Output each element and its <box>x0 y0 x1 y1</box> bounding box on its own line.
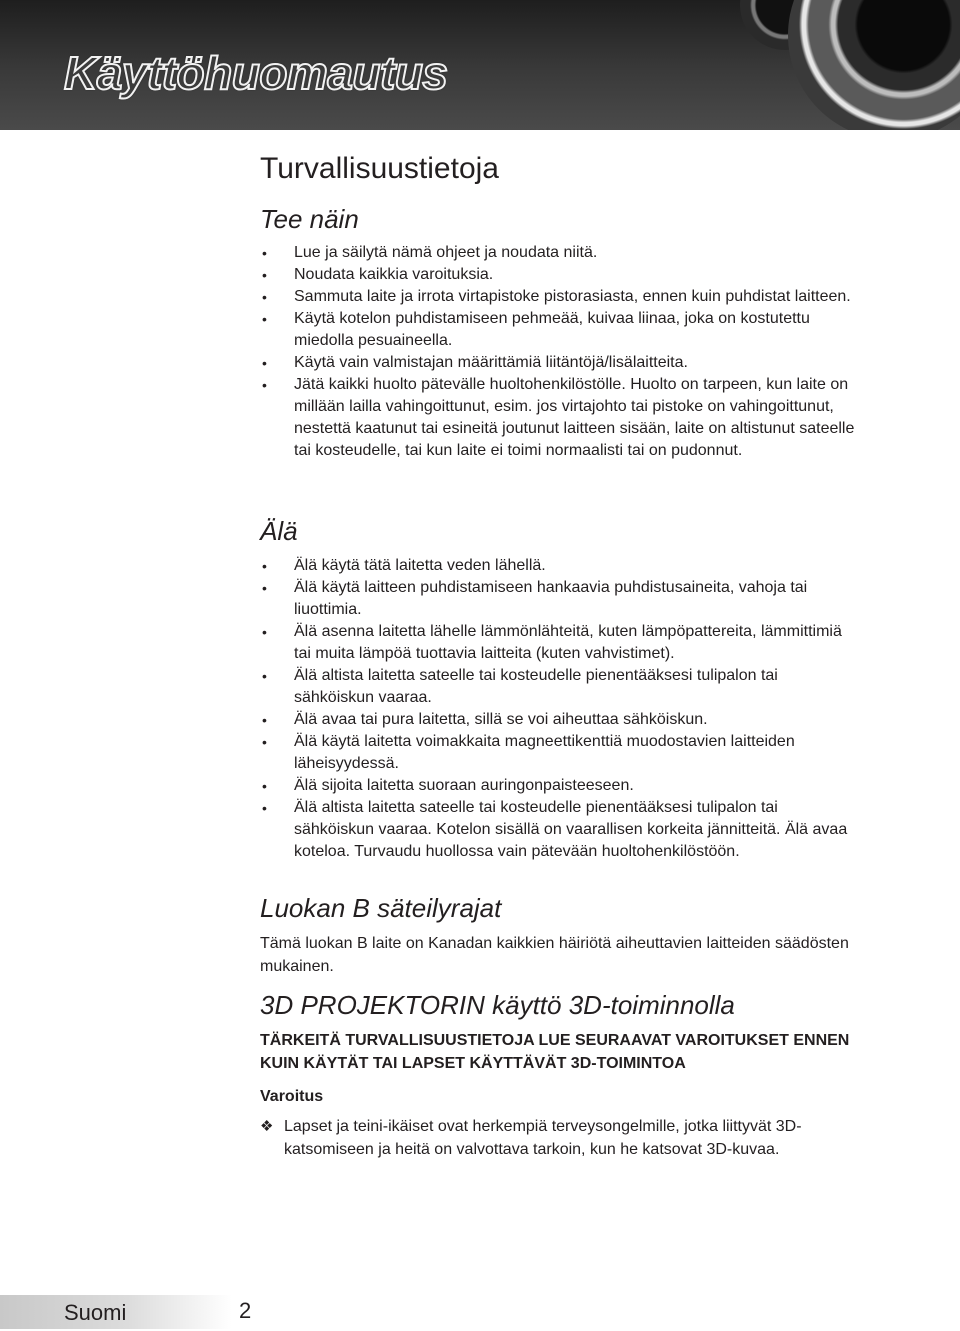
bullet-icon: • <box>262 624 267 640</box>
footer-language: Suomi <box>64 1300 127 1325</box>
section-title: Turvallisuustietoja <box>260 152 499 185</box>
bullet-icon: • <box>262 558 267 574</box>
bullet-icon: • <box>262 267 267 283</box>
bullet-icon: • <box>262 778 267 794</box>
bullet-icon: • <box>262 311 267 327</box>
chapter-title: Käyttöhuomautus <box>64 47 448 99</box>
list-item: • Lue ja säilytä nämä ohjeet ja noudata niitä. <box>260 242 860 264</box>
list-item: • Sammuta laite ja irrota virtapistoke pistorasiasta, ennen kuin puhdistat laitteen. <box>260 286 860 308</box>
bullet-icon: • <box>262 289 267 305</box>
list-item: • Älä asenna laitetta lähelle lämmönlähteitä, kuten lämpöpattereita, lämmittimiä tai muita lämpöä tuottavia laitteita (kuten vahvistimet). <box>262 623 842 662</box>
class-b-heading: Luokan B säteilyrajat <box>260 893 502 923</box>
list-item: • Älä altista laitetta sateelle tai kosteudelle pienentääksesi tulipalon tai sähköiskun vaaraa. Kotelon sisällä on vaarallisen korkeita jännitteitä. Älä avaa koteloa. Turvaudu huollossa vain pätevään huoltohenkilöstöön. <box>262 799 848 860</box>
do-heading: Tee näin <box>260 204 359 234</box>
page-header <box>0 0 960 130</box>
bullet-icon: • <box>262 377 267 393</box>
bullet-icon: • <box>262 245 267 261</box>
warning-list <box>260 1115 840 1161</box>
list-item: • Käytä vain valmistajan määrittämiä liitäntöjä/lisälaitteita. <box>260 352 860 374</box>
list-item: • Älä käytä laitetta voimakkaita magneettikenttiä muodostavien laitteiden läheisyydessä. <box>262 733 795 772</box>
list-item: • Älä käytä tätä laitetta veden lähellä. <box>260 555 860 577</box>
list-item: • Älä käytä laitteen puhdistamiseen hankaavia puhdistusaineita, vahoja tai liuottimia. <box>262 579 808 618</box>
bullet-icon: • <box>262 800 267 816</box>
diamond-bullet-icon: ❖ <box>260 1118 274 1135</box>
list-item: • Käytä kotelon puhdistamiseen pehmeää, kuivaa liinaa, joka on kostutettu miedolla pesuaineella. <box>262 310 810 349</box>
list-item: • Älä avaa tai pura laitetta, sillä se voi aiheuttaa sähköiskun. <box>260 709 860 731</box>
list-item: • Jätä kaikki huolto pätevälle huoltohenkilöstölle. Huolto on tarpeen, kun laite on millään lailla vahingoittunut, esim. jos virtajohto tai pistoke on vahingoittunut, nestettä kaatunut tai esineitä joutunut laitteen sisään, laite on altistunut sateelle tai kosteudelle, tai kun laite ei toimi normaalisti tai on pudonnut. <box>262 376 855 459</box>
three-d-important: TÄRKEITÄ TURVALLISUUSTIETOJA LUE SEURAAVAT VAROITUKSET ENNEN KUIN KÄYTÄT TAI LAPSET KÄYTTÄVÄT 3D-TOIMINTOA <box>260 1032 850 1072</box>
projector-lens-icon <box>788 0 960 130</box>
warning-label: Varoitus <box>260 1088 324 1105</box>
three-d-heading: 3D PROJEKTORIN käyttö 3D-toiminnolla <box>260 990 735 1020</box>
list-item: • Älä altista laitetta sateelle tai kosteudelle pienentääksesi tulipalon tai sähköiskun vaaraa. <box>262 667 778 706</box>
do-list <box>260 242 860 462</box>
list-item: • Älä sijoita laitetta suoraan auringonpaisteeseen. <box>260 775 860 797</box>
class-b-text: Tämä luokan B laite on Kanadan kaikkien häiriötä aiheuttavien laitteiden säädösten mukainen. <box>260 935 849 975</box>
bullet-icon: • <box>262 734 267 750</box>
page-number: 2 <box>239 1298 252 1323</box>
bullet-icon: • <box>262 712 267 728</box>
dont-heading: Älä <box>260 516 298 546</box>
list-item: • Noudata kaikkia varoituksia. <box>260 264 860 286</box>
list-item: ❖ Lapset ja teini-ikäiset ovat herkempiä terveysongelmille, jotka liittyvät 3D-katsomiseen ja heitä on valvottava tarkoin, kun he katsovat 3D-kuvaa. <box>260 1115 840 1161</box>
bullet-icon: • <box>262 668 267 684</box>
dont-list <box>260 555 860 863</box>
bullet-icon: • <box>262 580 267 596</box>
bullet-icon: • <box>262 355 267 371</box>
